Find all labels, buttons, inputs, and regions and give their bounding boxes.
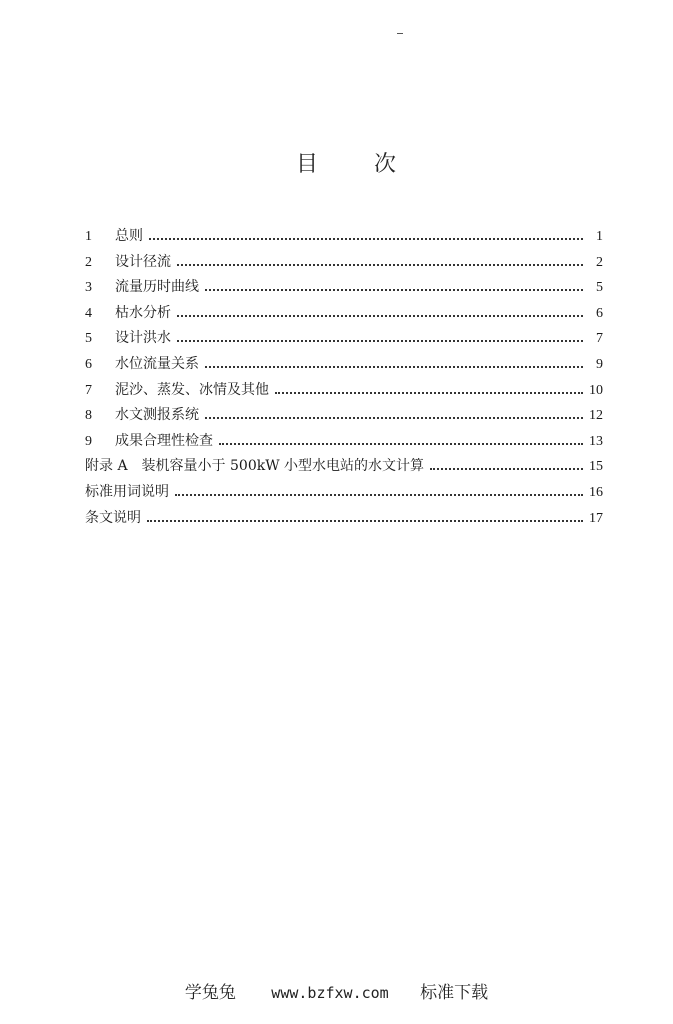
toc-entry-page: 10 [589, 382, 603, 398]
toc-entry-number: 8 [85, 408, 92, 424]
toc-entry-label: 枯水分析 [115, 304, 171, 321]
scan-mark [397, 33, 403, 34]
toc-entry-number: 4 [85, 305, 92, 321]
toc-entry-number: 6 [85, 356, 92, 372]
toc-dot-leader [177, 315, 583, 317]
toc-entry-page: 6 [596, 305, 603, 321]
page-footer [0, 981, 673, 1005]
toc-dot-leader [175, 494, 583, 496]
toc-entry-label: 水文测报系统 [115, 407, 199, 424]
toc-entry-label: 条文说明 [85, 509, 141, 526]
toc-entry[interactable] [85, 224, 603, 250]
toc-entry-label: 流量历时曲线 [115, 279, 199, 296]
toc-entry-page: 5 [596, 280, 603, 296]
toc-entry-page: 13 [589, 433, 603, 449]
table-of-contents [85, 224, 603, 531]
footer-url-link[interactable]: www.bzfxw.com [271, 984, 389, 1002]
toc-entry[interactable] [85, 429, 603, 455]
toc-entry-label: 设计洪水 [115, 330, 171, 347]
toc-entry-explanation[interactable] [85, 506, 603, 532]
toc-entry-page: 12 [589, 408, 603, 424]
toc-dot-leader [430, 468, 583, 470]
toc-entry[interactable] [85, 378, 603, 404]
toc-entry-page: 7 [596, 331, 603, 347]
toc-entry-page: 1 [596, 229, 603, 244]
toc-dot-leader [275, 392, 583, 394]
toc-dot-leader [149, 238, 583, 240]
toc-dot-leader [147, 520, 583, 522]
toc-entry-label: 设计径流 [115, 253, 171, 270]
toc-entry-number: 5 [85, 331, 92, 347]
toc-title [296, 151, 396, 179]
toc-dot-leader [177, 340, 583, 342]
toc-entry[interactable] [85, 352, 603, 378]
toc-entry-terms[interactable] [85, 480, 603, 506]
toc-entry[interactable] [85, 403, 603, 429]
toc-title-char-2: 次 [373, 152, 396, 177]
toc-dot-leader [177, 264, 583, 266]
toc-entry-label: 水位流量关系 [115, 355, 199, 372]
toc-entry-number: 7 [85, 382, 92, 398]
toc-title-char-1: 目 [296, 152, 319, 177]
toc-dot-leader [205, 366, 583, 368]
toc-entry-page: 2 [596, 254, 603, 270]
toc-entry-number: 2 [85, 254, 92, 270]
toc-dot-leader [219, 443, 583, 445]
toc-entry-page: 9 [596, 356, 603, 372]
toc-entry-page: 16 [589, 484, 603, 500]
toc-entry-number: 3 [85, 280, 92, 296]
toc-entry-label: 标准用词说明 [85, 483, 169, 500]
toc-entry-label: 总则 [115, 228, 143, 244]
toc-entry[interactable] [85, 301, 603, 327]
toc-entry-page: 15 [589, 459, 603, 475]
toc-dot-leader [205, 417, 583, 419]
toc-entry[interactable] [85, 250, 603, 276]
toc-entry[interactable] [85, 326, 603, 352]
toc-entry-appendix[interactable] [85, 454, 603, 480]
toc-entry-label: 附录 A 装机容量小于 500kW 小型水电站的水文计算 [85, 458, 425, 475]
toc-entry-page: 17 [589, 510, 603, 526]
toc-entry-number: 9 [85, 433, 92, 449]
toc-entry-number: 1 [85, 229, 92, 244]
toc-entry-label: 成果合理性检查 [115, 432, 213, 449]
toc-dot-leader [205, 289, 583, 291]
toc-entry[interactable] [85, 275, 603, 301]
toc-entry-label: 泥沙、蒸发、冰情及其他 [115, 381, 269, 398]
footer-tagline: 标准下载 [420, 983, 489, 1003]
footer-site-name: 学兔兔 [184, 983, 236, 1003]
